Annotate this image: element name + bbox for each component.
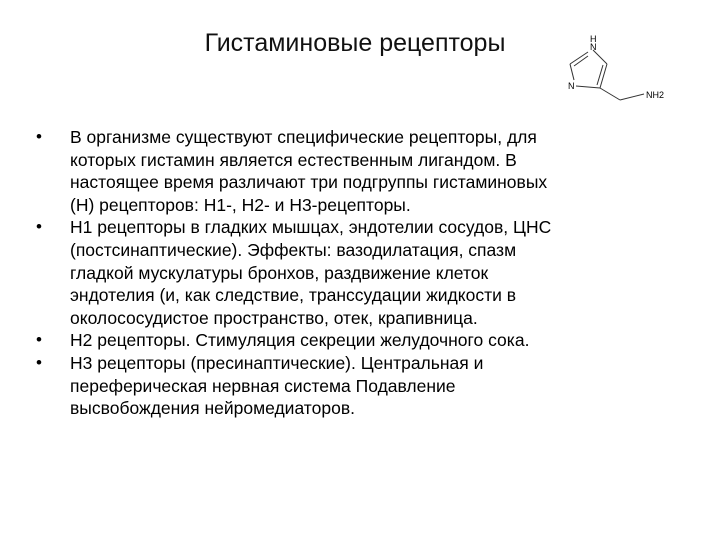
list-item (32, 352, 712, 420)
bullet-marker: • (36, 330, 42, 350)
bullet-marker: • (36, 127, 42, 146)
bullet-marker: • (36, 352, 42, 372)
list-item (32, 126, 712, 216)
bullet-text: Н1 рецепторы в гладких мышцах, эндотелии сосудов, ЦНС (постсинаптические). Эффекты: вазодилатация, спазм гладкой мускулатуры бронхов, раздвижение клеток эндотелия (и, как следствие, транссудации жидкости в околососудистое пространство, отек, крапивница. (70, 217, 552, 328)
list-item (32, 216, 712, 329)
slide-title: Гистаминовые рецепторы (204, 29, 506, 57)
n-atom-label-left: N (568, 81, 575, 91)
nh2-group-label: NH2 (646, 90, 665, 100)
bullet-text: В организме существуют специфические рецепторы, для которых гистамин является естественным лигандом. В настоящее время различают три подгруппы гистаминовых (Н) рецепторов: Н1-, Н2- и Н3-рецепторы. (70, 127, 548, 215)
n-atom-label-top: N (590, 42, 597, 52)
bullet-list (32, 126, 712, 420)
bullet-text: Н3 рецепторы (пресинаптические). Центральная и переферическая нервная система Подавление высвобождения нейромедиаторов. (70, 352, 484, 419)
h-atom-label: H (590, 34, 597, 44)
list-item (32, 329, 712, 352)
bullet-marker: • (36, 217, 42, 237)
bullet-text: Н2 рецепторы. Стимуляция секреции желудочного сока. (70, 330, 530, 351)
histamine-structure-diagram (548, 28, 678, 118)
